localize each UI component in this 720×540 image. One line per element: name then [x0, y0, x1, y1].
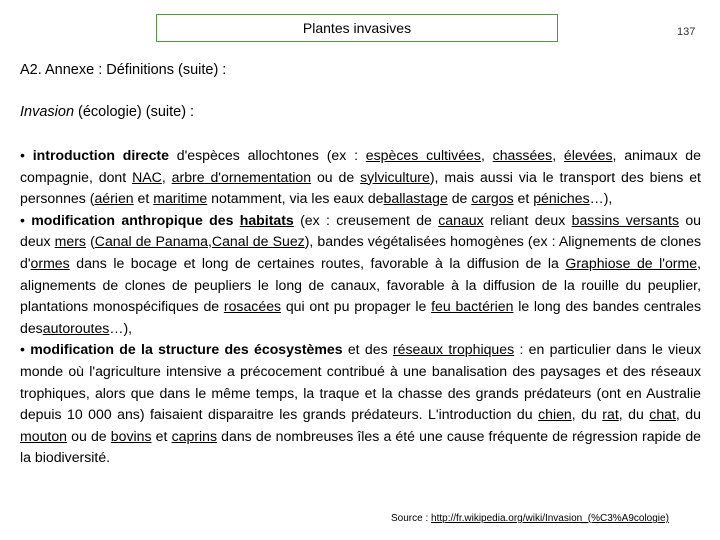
link-bovins[interactable]: bovins [110, 427, 152, 444]
link-nac[interactable]: NAC [132, 168, 162, 185]
text: dans le bocage et long de certaines routes, favorable à la diffusion de la [69, 254, 566, 271]
link-maritime[interactable]: maritime [153, 190, 208, 207]
section-heading: A2. Annexe : Définitions (suite) : [20, 62, 227, 78]
link-especes-cultivees[interactable]: espèces cultivées [365, 147, 481, 163]
text: reliant deux [483, 211, 572, 228]
link-chat[interactable]: chat [649, 406, 676, 423]
link-autoroutes[interactable]: autoroutes [42, 319, 110, 336]
text: , animaux de compagnie, dont [20, 147, 701, 185]
link-sylviculture[interactable]: sylviculture [360, 168, 430, 185]
link-chassees[interactable]: chassées [492, 147, 553, 163]
link-habitats[interactable]: habitats [239, 211, 294, 228]
link-elevees[interactable]: élevées [563, 147, 613, 163]
page-number: 137 [677, 26, 696, 38]
bold-term: modification anthropique des [31, 211, 240, 228]
bold-term: modification de la structure des écosystèmes [30, 341, 343, 358]
link-caprins[interactable]: caprins [171, 427, 218, 444]
bullet: • [20, 211, 32, 228]
text: ou de [311, 168, 361, 185]
text: , du [675, 406, 701, 423]
text: …), [589, 190, 613, 207]
text: dans de nombreuses îles a été une cause fréquente de régression rapide de la biodiversité. [20, 427, 702, 466]
link-rat[interactable]: rat [602, 406, 619, 423]
source-link[interactable]: http://fr.wikipedia.org/wiki/Invasion_(%C3%A9cologie) [431, 513, 669, 524]
link-arbre-ornementation[interactable]: arbre d'ornementation [171, 168, 312, 185]
text: , [552, 147, 564, 163]
bullet: • [20, 341, 31, 358]
link-ballastage[interactable]: ballastage [383, 190, 448, 207]
paragraph-introduction [20, 145, 701, 210]
link-chien[interactable]: chien [538, 406, 572, 423]
term-invasion: Invasion [20, 104, 75, 120]
text: , du [618, 406, 650, 423]
text: et des [342, 341, 393, 358]
source-label: Source : [391, 513, 432, 524]
text: ), mais aussi via le transport des biens et personnes ( [20, 168, 701, 207]
text: , alignements de clones de peupliers le long de canaux, favorable à la diffusion de la rouille du peuplier, plantations monospécifiques de [20, 254, 701, 315]
text: le long des bandes centrales des [20, 298, 701, 336]
text: : en particulier dans le vieux monde où l'agriculture intensive a précocement contribué à une banalisation des paysages et des réseaux trophiques, alors que dans le même temps, la traque et la chasse des grands prédateurs (ont en Australie depuis 10 000 ans) faisaient disparaitre les grands prédateurs. L'introduction du [20, 341, 701, 423]
text: d'espèces allochtones (ex : [168, 147, 366, 163]
text: et [513, 190, 534, 207]
title-box [156, 14, 558, 42]
text: , [161, 168, 172, 185]
link-feu-bacterien[interactable]: feu bactérien [431, 298, 514, 315]
link-bassins-versants[interactable]: bassins versants [571, 211, 679, 228]
text: …), [109, 319, 133, 336]
text: ou de [67, 427, 111, 444]
link-rosacees[interactable]: rosacées [223, 298, 282, 315]
source-line [391, 513, 669, 524]
bullet: • [20, 147, 33, 163]
text: de [447, 190, 472, 207]
text: ( [85, 233, 95, 250]
link-aerien[interactable]: aérien [94, 190, 134, 207]
paragraph-modification-ecosystemes [20, 339, 701, 469]
link-mers[interactable]: mers [54, 233, 86, 250]
body-text [20, 145, 701, 469]
text: ou deux [20, 211, 702, 250]
text: , [480, 147, 493, 163]
bold-term: introduction directe [32, 147, 169, 163]
subheading-rest: (écologie) (suite) : [74, 104, 195, 120]
link-graphiose-orme[interactable]: Graphiose de l'orme [565, 254, 698, 271]
link-mouton[interactable]: mouton [20, 427, 68, 444]
subsection-heading [20, 104, 194, 120]
text: notamment, via les eaux de [207, 190, 384, 207]
link-reseaux-trophiques[interactable]: réseaux trophiques [392, 341, 515, 358]
link-canal-panama[interactable]: Canal de Panama [94, 233, 208, 250]
link-ormes[interactable]: ormes [30, 254, 70, 271]
text: , du [571, 406, 603, 423]
text: et [133, 190, 154, 207]
text: ), bandes végétalisées homogènes (ex : Alignements de clones d' [20, 233, 701, 271]
text: et [151, 427, 172, 444]
link-canal-suez[interactable]: Canal de Suez [211, 233, 305, 250]
text: (ex : creusement de [293, 211, 439, 228]
link-peniches[interactable]: péniches [533, 190, 590, 207]
text: , [207, 233, 212, 250]
page-title: Plantes invasives [302, 20, 412, 36]
paragraph-modification-habitats [20, 210, 701, 340]
link-cargos[interactable]: cargos [471, 190, 514, 207]
text: qui ont pu propager le [281, 298, 432, 315]
link-canaux[interactable]: canaux [438, 211, 484, 228]
